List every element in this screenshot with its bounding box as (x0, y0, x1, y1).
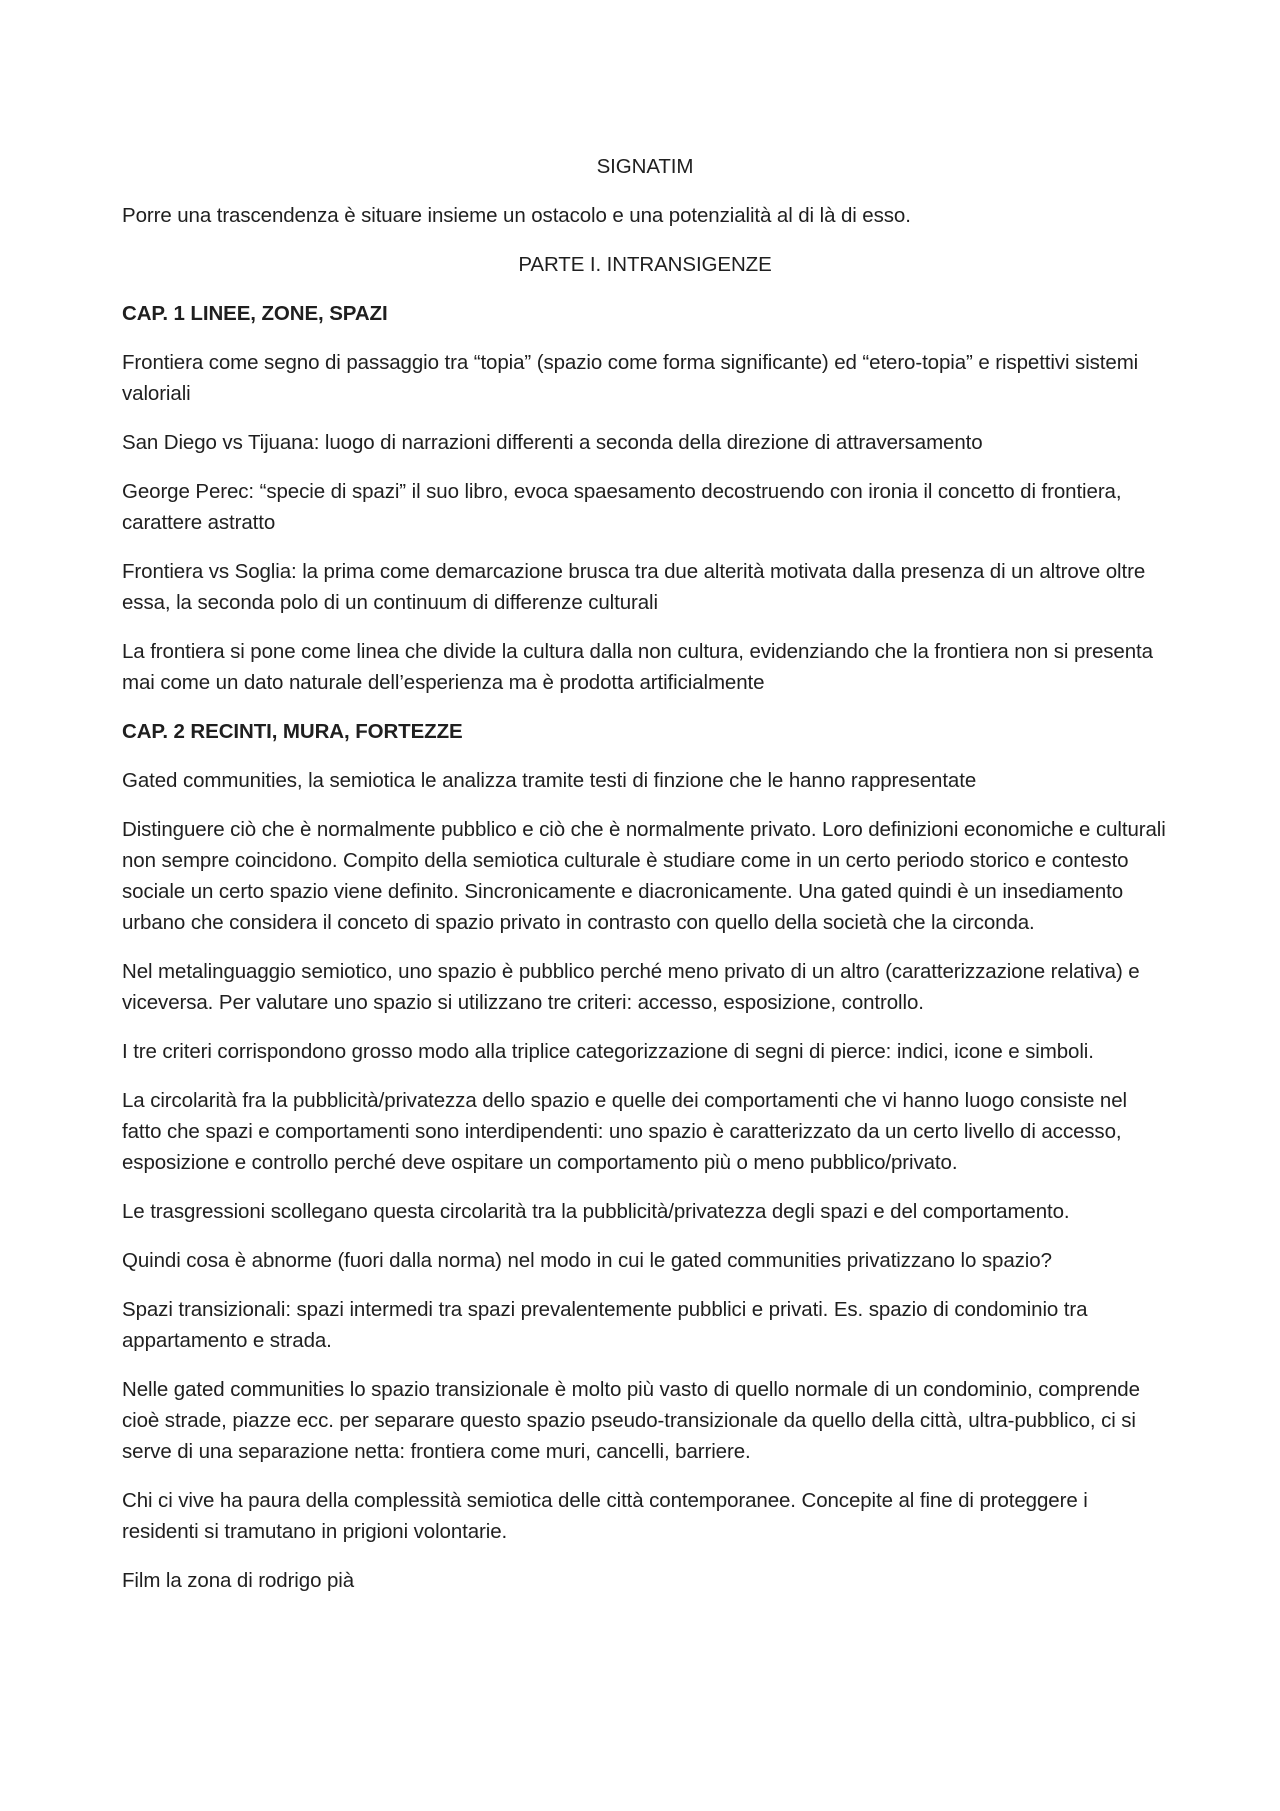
chapter-2-paragraph: I tre criteri corrispondono grosso modo alla triplice categorizzazione di segni di pierce: indici, icone e simboli. (122, 1040, 1094, 1063)
part-title: PARTE I. INTRANSIGENZE (518, 253, 772, 276)
chapter-1-heading: CAP. 1 LINEE, ZONE, SPAZI (122, 302, 388, 325)
intro-paragraph: Porre una trascendenza è situare insieme un ostacolo e una potenzialità al di là di esso. (122, 204, 911, 227)
chapter-2-paragraph: Gated communities, la semiotica le analizza tramite testi di finzione che le hanno rappresentate (122, 769, 977, 792)
chapter-1-paragraph: La frontiera si pone come linea che divide la cultura dalla non cultura, evidenziando che la frontiera non si presenta mai come un dato naturale dell’esperienza ma è prodotta artificialmente (122, 640, 1153, 694)
chapter-2-paragraph: Nel metalinguaggio semiotico, uno spazio è pubblico perché meno privato di un altro (caratterizzazione relativa) e viceversa. Per valutare uno spazio si utilizzano tre criteri: accesso, esposizione, controllo. (122, 960, 1140, 1014)
chapter-2-paragraph: La circolarità fra la pubblicità/privatezza dello spazio e quelle dei comportamenti che vi hanno luogo consiste nel fatto che spazi e comportamenti sono interdipendenti: uno spazio è caratterizzato da un certo livello di accesso, esposizione e controllo perché deve ospitare un comportamento più o meno pubblico/privato. (122, 1089, 1127, 1174)
chapter-2-paragraph: Distinguere ciò che è normalmente pubblico e ciò che è normalmente privato. Loro definizioni economiche e culturali non sempre coincidono. Compito della semiotica culturale è studiare come in un certo periodo storico e contesto sociale un certo spazio viene definito. Sincronicamente e diacronicamente. Una gated quindi è un insediamento urbano che considera il conceto di spazio privato in contrasto con quello della società che la circonda. (122, 818, 1166, 934)
chapter-1-paragraph: George Perec: “specie di spazi” il suo libro, evoca spaesamento decostruendo con ironia il concetto di frontiera, carattere astratto (122, 480, 1122, 534)
chapter-1-paragraph: Frontiera come segno di passaggio tra “topia” (spazio come forma significante) ed “etero-topia” e rispettivi sistemi valoriali (122, 351, 1139, 405)
chapter-2-paragraph: Nelle gated communities lo spazio transizionale è molto più vasto di quello normale di un condominio, comprende cioè strade, piazze ecc. per separare questo spazio pseudo-transizionale da quello della città, ultra-pubblico, ci si serve di una separazione netta: frontiera come muri, cancelli, barriere. (122, 1378, 1140, 1463)
chapter-2-paragraph: Chi ci vive ha paura della complessità semiotica delle città contemporanee. Concepite al fine di proteggere i residenti si tramutano in prigioni volontarie. (122, 1489, 1088, 1543)
chapter-1-paragraph: Frontiera vs Soglia: la prima come demarcazione brusca tra due alterità motivata dalla presenza di un altrove oltre essa, la seconda polo di un continuum di differenze culturali (122, 560, 1146, 614)
document-title: SIGNATIM (596, 155, 694, 178)
chapter-2-heading: CAP. 2 RECINTI, MURA, FORTEZZE (122, 720, 463, 743)
chapter-1-paragraph: San Diego vs Tijuana: luogo di narrazioni differenti a seconda della direzione di attraversamento (122, 431, 983, 454)
document-body (122, 151, 1168, 1614)
chapter-2-paragraph: Quindi cosa è abnorme (fuori dalla norma) nel modo in cui le gated communities privatizzano lo spazio? (122, 1249, 1052, 1272)
chapter-2-paragraph: Spazi transizionali: spazi intermedi tra spazi prevalentemente pubblici e privati. Es. spazio di condominio tra appartamento e strada. (122, 1298, 1088, 1352)
chapter-2-paragraph: Le trasgressioni scollegano questa circolarità tra la pubblicità/privatezza degli spazi e del comportamento. (122, 1200, 1070, 1223)
chapter-2-paragraph: Film la zona di rodrigo pià (122, 1569, 355, 1592)
